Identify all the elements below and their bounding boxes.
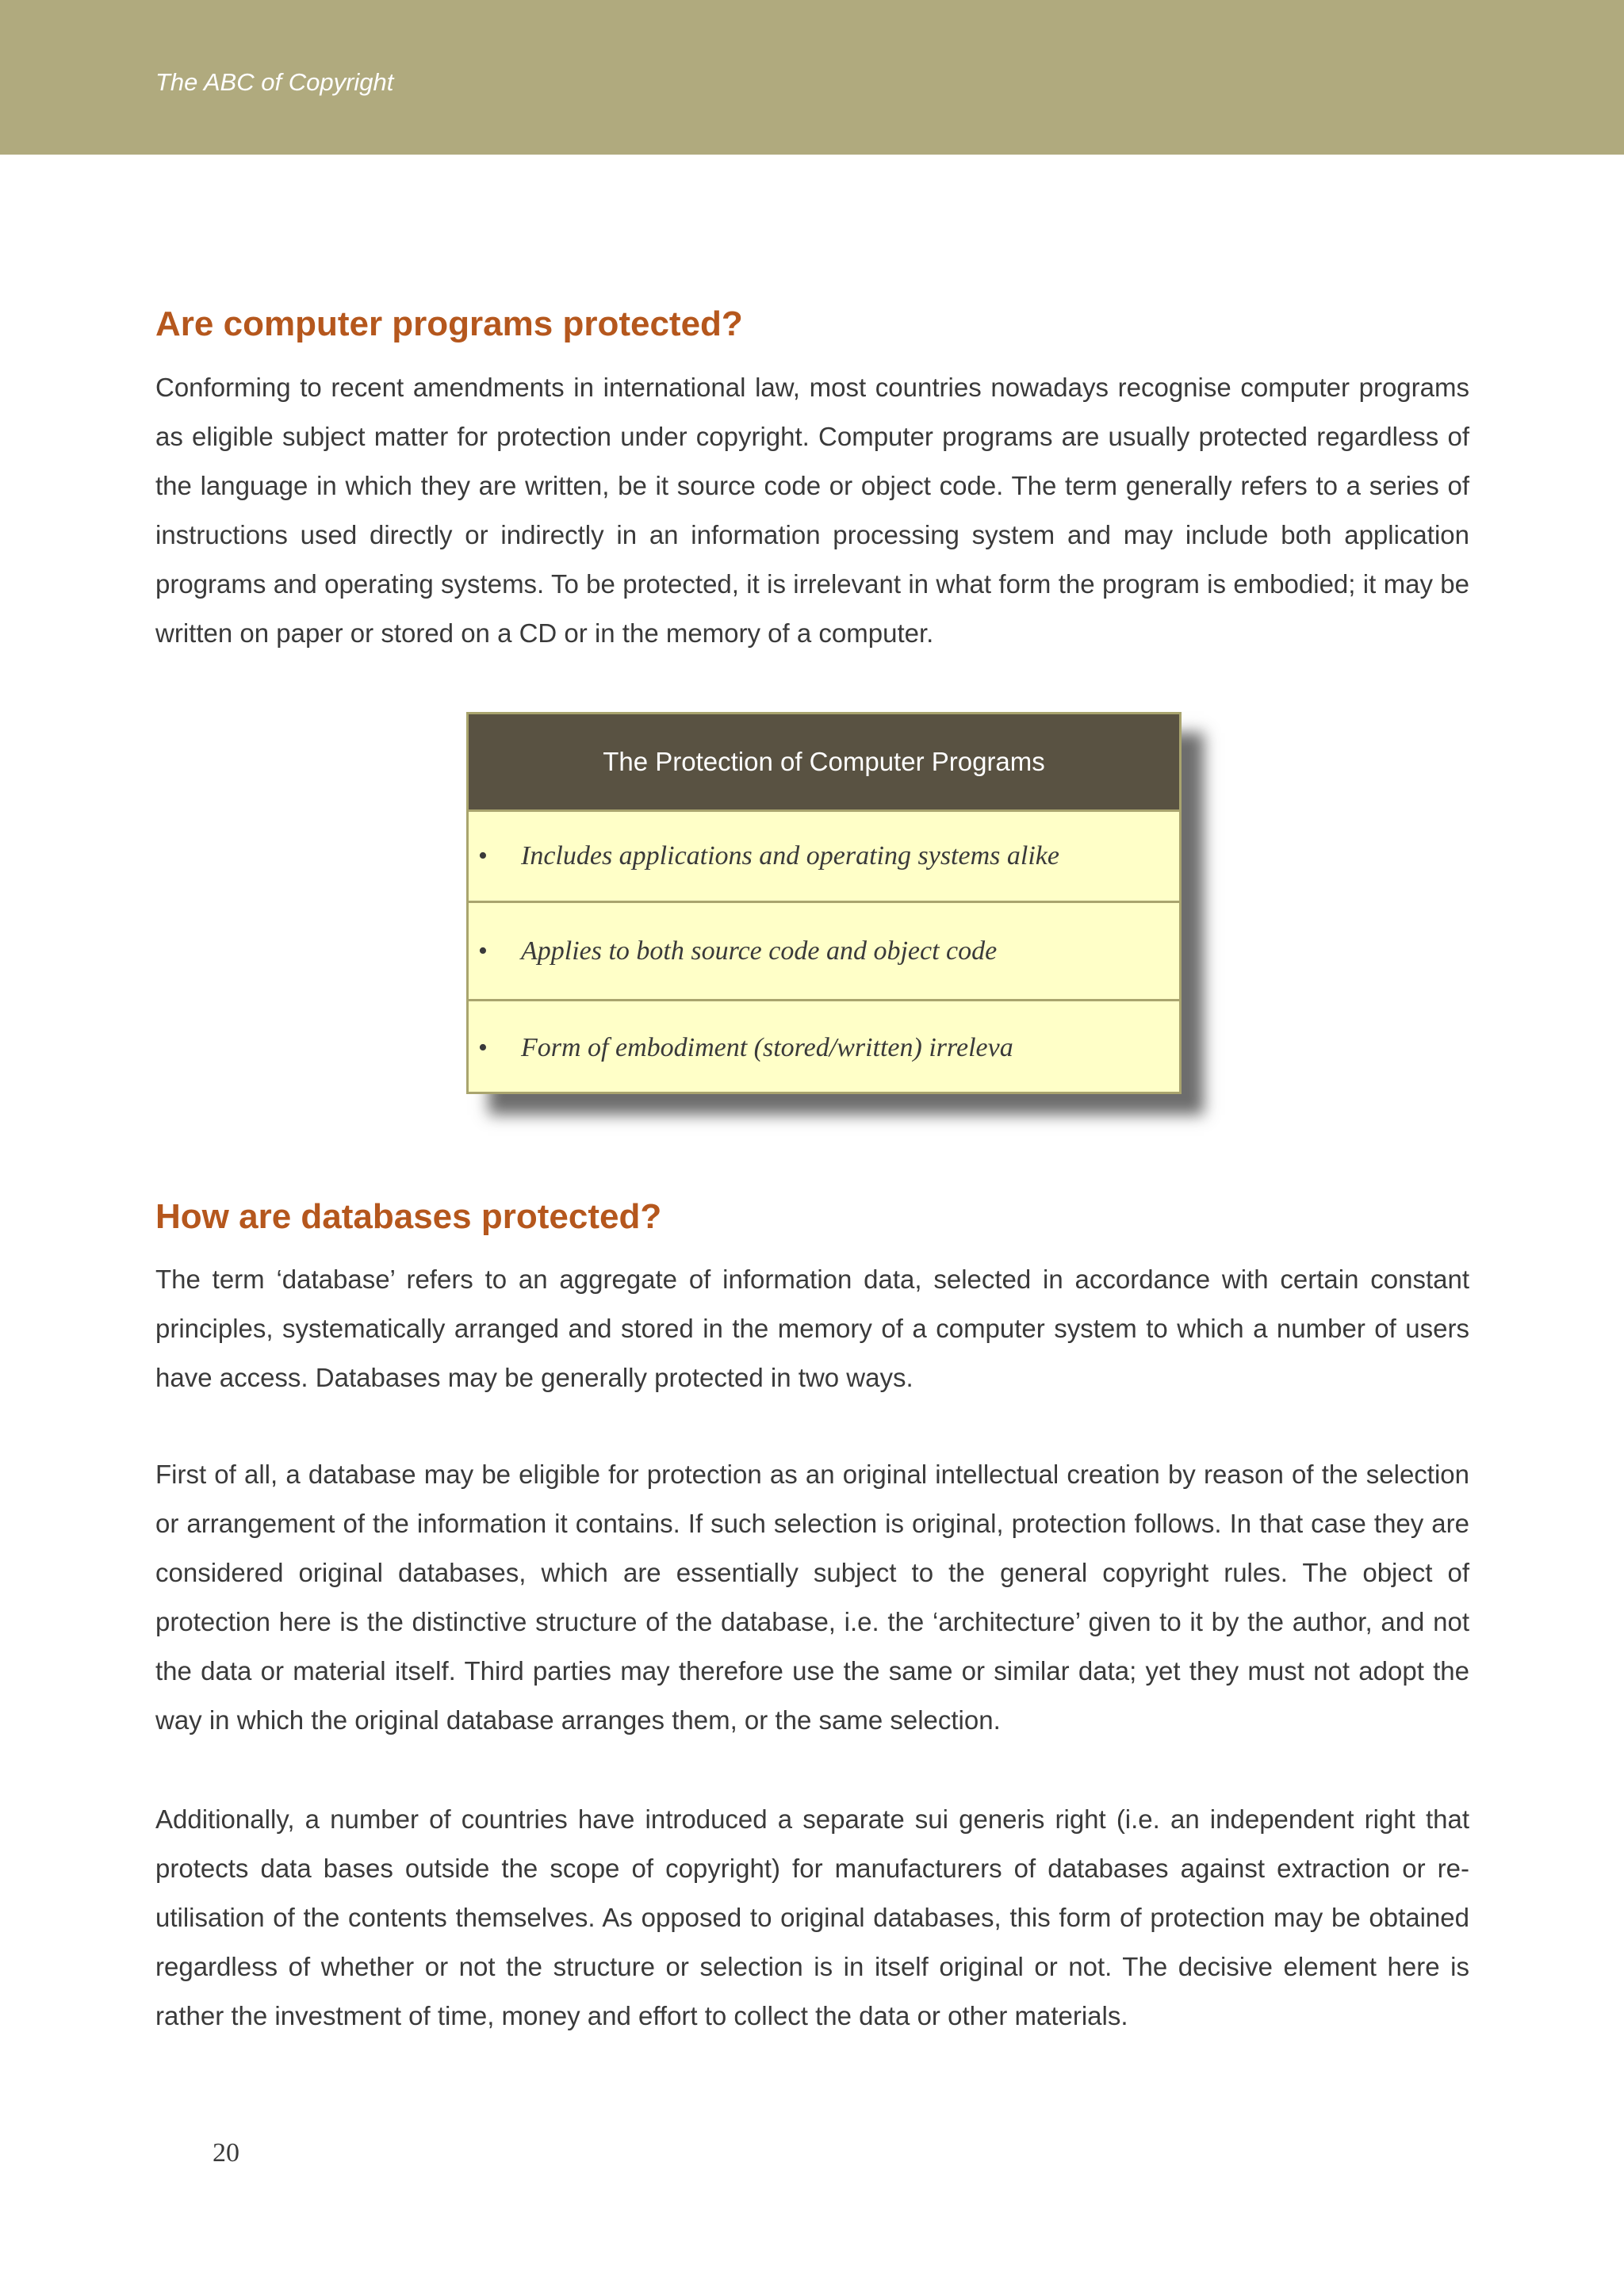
callout-item: [469, 812, 1179, 903]
callout-item-text: Form of embodiment (stored/written) irreleva: [521, 1032, 1013, 1062]
section-heading-computer-programs: Are computer programs protected?: [155, 304, 743, 343]
bullet-icon: •: [478, 936, 488, 966]
paragraph-sui-generis-right: Additionally, a number of countries have introduced a separate sui generis right (i.e. an independent right that protects data bases outside the scope of copyright) for manufacturers of databases against extraction or re-utilisation of the contents themselves. As opposed to original databases, this form of protection may be obtained regardless of whether or not the structure or selection is in itself original or not. The decisive element here is rather the investment of time, money and effort to collect the data or other materials.: [155, 1804, 1469, 2030]
callout-item-text: Includes applications and operating systems alike: [521, 841, 1059, 871]
page-number: 20: [213, 2138, 239, 2168]
callout-item-text: Applies to both source code and object code: [521, 936, 998, 966]
callout-item: [469, 1001, 1179, 1094]
callout-title: The Protection of Computer Programs: [469, 714, 1179, 812]
paragraph-original-databases: First of all, a database may be eligible for protection as an original intellectual creation by reason of the selection or arrangement of the information it contains. If such selection is original, protection follows. In that case they are considered original databases, which are essentially subject to the general copyright rules. The object of protection here is the distinctive structure of the database, i.e. the ‘architecture’ given to it by the author, and not the data or material itself. Third parties may therefore use the same or similar data; yet they must not adopt the way in which the original database arranges them, or the same selection.: [155, 1460, 1469, 1735]
callout-box: [466, 712, 1182, 1094]
running-title: The ABC of Copyright: [155, 68, 394, 96]
bullet-icon: •: [478, 1032, 488, 1062]
bullet-icon: •: [478, 841, 488, 871]
paragraph-computer-programs: Conforming to recent amendments in international law, most countries nowadays recognise computer programs as eligible subject matter for protection under copyright. Computer programs are usually protected regardless of the language in which they are written, be it source code or object code. The term generally refers to a series of instructions used directly or indirectly in an information processing system and may include both application programs and operating systems. To be protected, it is irrelevant in what form the program is embodied; it may be written on paper or stored on a CD or in the memory of a computer.: [155, 373, 1469, 648]
header-band: [0, 0, 1624, 155]
callout-item: [469, 903, 1179, 1001]
section-heading-databases: How are databases protected?: [155, 1197, 662, 1236]
paragraph-databases-definition: The term ‘database’ refers to an aggregate of information data, selected in accordance with certain constant principles, systematically arranged and stored in the memory of a computer system to which a number of users have access. Databases may be generally protected in two ways.: [155, 1265, 1469, 1392]
